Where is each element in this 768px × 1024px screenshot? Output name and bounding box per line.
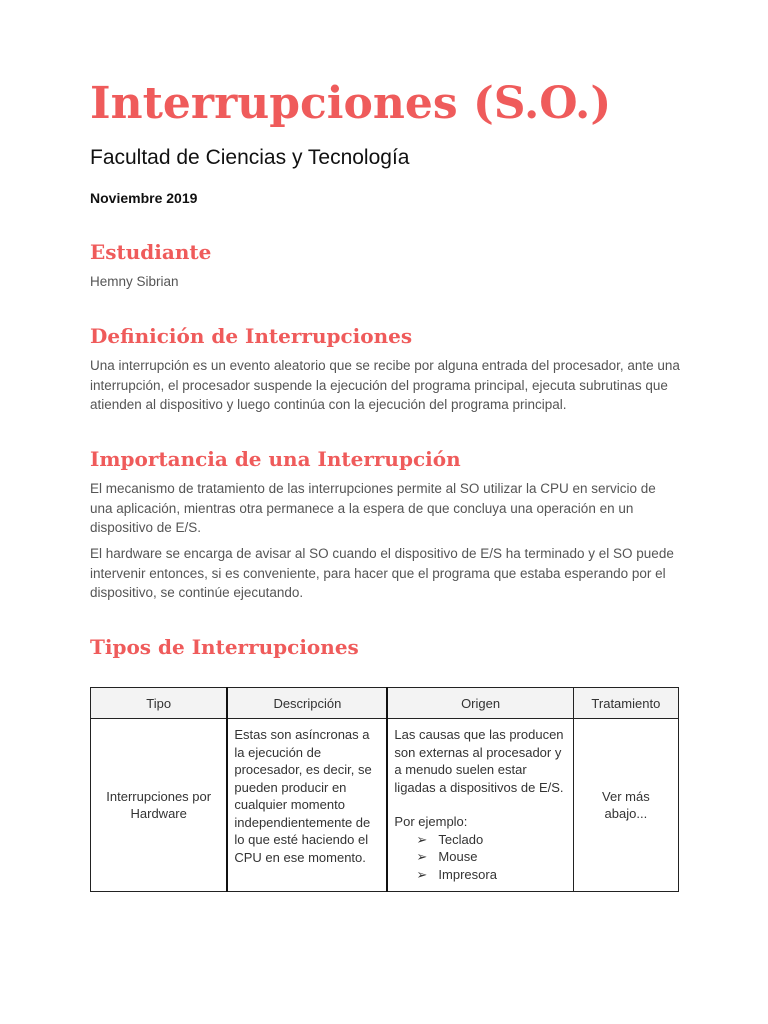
spacer xyxy=(394,796,566,813)
example-mouse: Mouse xyxy=(438,849,478,864)
table-header-row xyxy=(91,688,679,719)
origen-example-label: Por ejemplo: xyxy=(394,814,468,829)
arrow-bullet-icon: ➢ xyxy=(416,866,428,882)
cell-tratamiento: Ver más abajo... xyxy=(573,719,678,892)
arrow-bullet-icon: ➢ xyxy=(416,831,428,847)
cell-descripcion: Estas son asíncronas a la ejecución de procesador, es decir, se pueden producir en cualquier momento independientemente de lo que esté haciendo el CPU en ese momento. xyxy=(227,719,387,892)
student-name: Hemny Sibrian xyxy=(90,274,179,289)
table-row xyxy=(91,719,679,892)
tipos-table xyxy=(90,687,679,892)
origen-examples-list xyxy=(394,831,566,884)
section-heading-definicion: Definición de Interrupciones xyxy=(90,324,413,348)
table-header-tratamiento: Tratamiento xyxy=(573,688,678,719)
table-header-origen: Origen xyxy=(387,688,573,719)
list-item xyxy=(416,866,566,884)
table-header-descripcion: Descripción xyxy=(227,688,387,719)
section-heading-tipos: Tipos de Interrupciones xyxy=(90,635,359,659)
definicion-paragraph: Una interrupción es un evento aleatorio que se recibe por alguna entrada del procesador, ante una interrupción, el procesador suspende la ejecución del programa principal, ejecuta subrutinas que atienden al dispositivo y luego continúa con la ejecución del programa principal. xyxy=(90,358,680,412)
document-title: Interrupciones (S.O.) xyxy=(90,78,612,129)
table-header-tipo: Tipo xyxy=(91,688,228,719)
importancia-paragraph-1: El mecanismo de tratamiento de las interrupciones permite al SO utilizar la CPU en servicio de una aplicación, mientras otra permanece a la espera de que concluya una operación en un dispositivo de E/S. xyxy=(90,481,656,535)
cell-tipo: Interrupciones por Hardware xyxy=(91,719,228,892)
example-teclado: Teclado xyxy=(438,831,484,847)
section-heading-estudiante: Estudiante xyxy=(90,240,212,264)
document-subtitle: Facultad de Ciencias y Tecnología xyxy=(90,146,410,169)
cell-origen xyxy=(387,719,573,892)
importancia-paragraph-2: El hardware se encarga de avisar al SO cuando el dispositivo de E/S ha terminado y el SO puede intervenir entonces, si es conveniente, para hacer que el programa que estaba esperando por el dispositivo, se continúe ejecutando. xyxy=(90,546,674,600)
list-item xyxy=(416,831,566,849)
origen-text: Las causas que las producen son externas al procesador y a menudo suelen estar ligadas a dispositivos de E/S. xyxy=(394,727,564,795)
arrow-bullet-icon: ➢ xyxy=(416,849,428,864)
document-date: Noviembre 2019 xyxy=(90,190,198,206)
example-impresora: Impresora xyxy=(438,866,497,882)
list-item xyxy=(416,848,566,866)
section-heading-importancia: Importancia de una Interrupción xyxy=(90,447,461,471)
